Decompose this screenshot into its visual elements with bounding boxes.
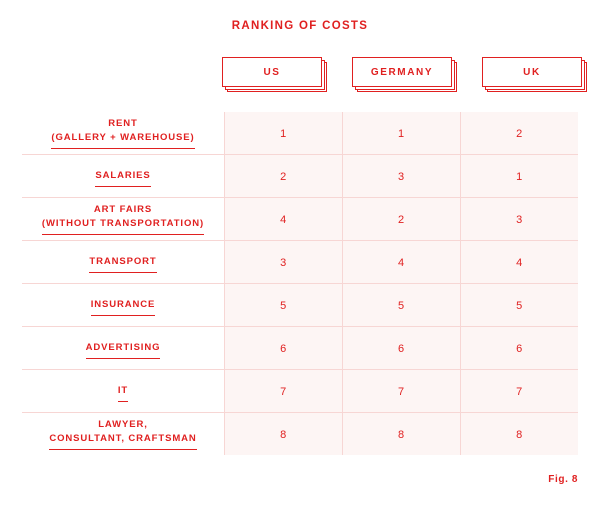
value-cell-uk [460, 284, 578, 327]
row-label-line: IT [117, 385, 129, 396]
value-cell-germany [342, 198, 460, 241]
cell-value: 8 [397, 429, 405, 441]
row-label [42, 203, 204, 235]
row-label-cell [22, 284, 225, 327]
value-cell-us [225, 112, 343, 155]
row-label-cell [22, 413, 225, 456]
table-row [22, 370, 578, 413]
table-row [22, 112, 578, 155]
row-label [91, 298, 156, 316]
row-label-cell [22, 155, 225, 198]
row-label [49, 418, 196, 450]
row-label-cell [22, 327, 225, 370]
value-cell-us [225, 327, 343, 370]
cell-value: 1 [516, 171, 523, 183]
cell-value: 4 [397, 257, 405, 269]
cell-value: 7 [516, 386, 523, 398]
row-label-line: LAWYER, [98, 419, 148, 430]
row-label [51, 117, 194, 149]
column-header-germany [352, 57, 456, 91]
table-row [22, 327, 578, 370]
page-title: RANKING OF COSTS [231, 20, 369, 32]
row-label-line: INSURANCE [90, 299, 156, 310]
value-cell-germany [342, 112, 460, 155]
row-label-line: RENT [108, 118, 138, 129]
table-row [22, 413, 578, 456]
column-headers [222, 57, 582, 93]
cell-value: 3 [397, 171, 405, 183]
cell-value: 6 [397, 343, 405, 355]
cell-value: 6 [516, 343, 523, 355]
row-label-cell [22, 241, 225, 284]
table-row [22, 241, 578, 284]
value-cell-uk [460, 327, 578, 370]
cell-value: 8 [280, 429, 287, 441]
row-label [118, 384, 128, 402]
cell-value: 7 [280, 386, 287, 398]
column-header-label-uk: UK [482, 57, 582, 87]
value-cell-uk [460, 155, 578, 198]
table-row [22, 155, 578, 198]
row-label-line: ART FAIRS [93, 204, 153, 215]
value-cell-uk [460, 112, 578, 155]
value-cell-germany [342, 284, 460, 327]
cell-value: 3 [516, 214, 523, 226]
row-label [95, 169, 150, 187]
row-label [89, 255, 156, 273]
column-header-label-germany: GERMANY [352, 57, 452, 87]
row-label-line: CONSULTANT, CRAFTSMAN [49, 433, 197, 444]
row-label-line: TRANSPORT [89, 256, 157, 267]
table-row [22, 284, 578, 327]
value-cell-us [225, 155, 343, 198]
cell-value: 2 [516, 128, 523, 140]
cell-value: 5 [280, 300, 287, 312]
row-label-line: (GALLERY + WAREHOUSE) [51, 132, 195, 143]
value-cell-uk [460, 198, 578, 241]
row-label-cell [22, 198, 225, 241]
column-header-us [222, 57, 326, 91]
cell-value: 2 [280, 171, 287, 183]
row-label-cell [22, 112, 225, 155]
row-label-line: ADVERTISING [85, 342, 161, 353]
figure-caption: Fig. 8 [548, 474, 578, 485]
ranking-table [22, 112, 578, 455]
value-cell-us [225, 241, 343, 284]
value-cell-germany [342, 327, 460, 370]
cell-value: 1 [280, 128, 287, 140]
row-label-line: SALARIES [95, 170, 151, 181]
value-cell-us [225, 284, 343, 327]
value-cell-germany [342, 155, 460, 198]
cell-value: 1 [397, 128, 405, 140]
cell-value: 8 [516, 429, 523, 441]
column-header-label-us: US [222, 57, 322, 87]
row-label-line: (WITHOUT TRANSPORTATION) [41, 218, 205, 229]
value-cell-uk [460, 370, 578, 413]
cell-value: 5 [516, 300, 523, 312]
row-label [86, 341, 161, 359]
cell-value: 7 [397, 386, 405, 398]
value-cell-uk [460, 413, 578, 456]
value-cell-us [225, 198, 343, 241]
cell-value: 4 [280, 214, 287, 226]
table-row [22, 198, 578, 241]
value-cell-uk [460, 241, 578, 284]
value-cell-germany [342, 370, 460, 413]
value-cell-us [225, 370, 343, 413]
cell-value: 4 [516, 257, 523, 269]
value-cell-germany [342, 241, 460, 284]
column-header-uk [482, 57, 586, 91]
cell-value: 2 [397, 214, 405, 226]
value-cell-germany [342, 413, 460, 456]
cell-value: 6 [280, 343, 287, 355]
cell-value: 3 [280, 257, 287, 269]
value-cell-us [225, 413, 343, 456]
row-label-cell [22, 370, 225, 413]
cell-value: 5 [397, 300, 405, 312]
